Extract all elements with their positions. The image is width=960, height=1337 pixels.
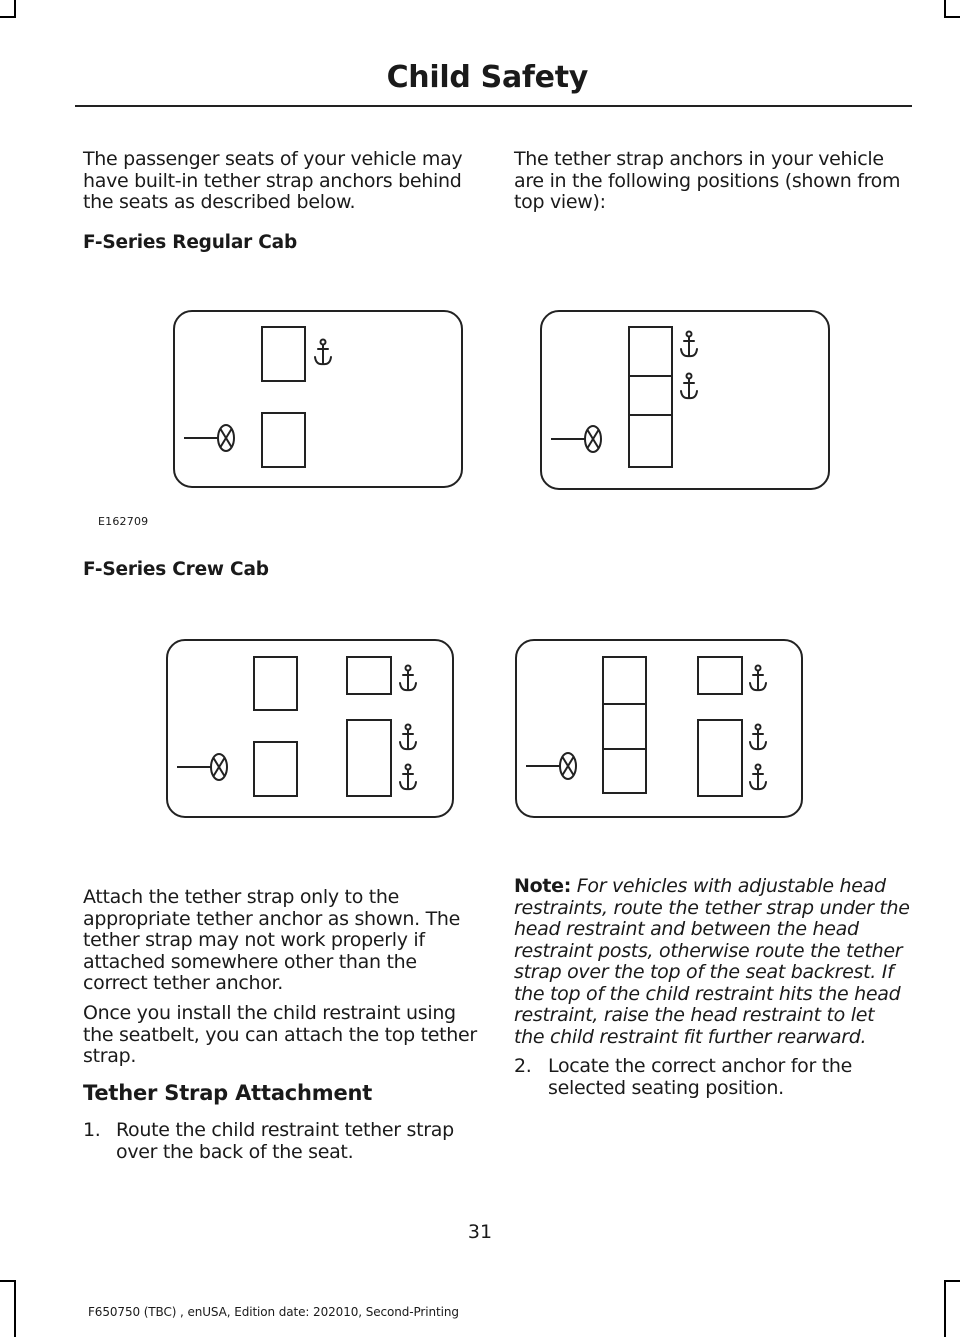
anchor-icon	[681, 374, 697, 399]
anchor-icon	[750, 765, 766, 790]
step-1	[83, 1120, 481, 1164]
steering-wheel-icon	[526, 753, 576, 779]
crew-cab-heading: F-Series Crew Cab	[83, 559, 269, 580]
section-heading: Tether Strap Attachment	[83, 1081, 373, 1105]
page-number: 31	[467, 1221, 493, 1243]
anchor-icon	[400, 765, 416, 790]
crop-mark	[944, 1280, 960, 1282]
anchor-icon	[400, 725, 416, 750]
crop-mark	[0, 1280, 16, 1282]
step-number: 1.	[83, 1119, 101, 1141]
intro-paragraph: The passenger seats of your vehicle may have built-in tether strap anchors behind the seats as described below.	[83, 148, 463, 213]
attach-paragraph: Attach the tether strap only to the appropriate tether anchor as shown. The tether strap may not work properly if attached somewhere other than the correct tether anchor.	[83, 886, 461, 994]
crew-cab-diagram-left	[165, 638, 457, 820]
note-text: For vehicles with adjustable head restraints, route the tether strap under the head restraint and between the head restraint posts, otherwise route the tether strap over the top of the seat backrest. If the top of the child restraint hits the head restraint, raise the head restraint to let the child restraint fit further rearward.	[514, 875, 910, 1048]
steering-wheel-icon	[184, 425, 234, 451]
anchor-icon	[750, 725, 766, 750]
positions-paragraph: The tether strap anchors in your vehicle are in the following positions (shown from top view):	[514, 148, 901, 213]
note-label: Note:	[514, 875, 572, 897]
regular-cab-heading: F-Series Regular Cab	[83, 232, 297, 253]
anchor-icon	[400, 666, 416, 691]
footer: F650750 (TBC) , enUSA, Edition date: 202010, Second-Printing	[88, 1305, 459, 1319]
regular-cab-diagram-left	[172, 309, 466, 491]
anchor-icon	[315, 340, 331, 365]
anchor-icon	[750, 666, 766, 691]
step-text: Locate the correct anchor for the selected seating position.	[548, 1055, 853, 1099]
crop-mark	[944, 16, 960, 18]
step-number: 2.	[514, 1055, 532, 1077]
anchor-icon	[681, 332, 697, 357]
figure-code: E162709	[98, 515, 149, 528]
crop-mark	[0, 16, 16, 18]
crew-cab-diagram-right	[514, 638, 806, 820]
note-paragraph	[514, 876, 910, 1048]
steering-wheel-icon	[177, 754, 227, 780]
step-2	[514, 1056, 910, 1100]
crop-mark	[944, 1280, 946, 1337]
crop-mark	[14, 1280, 16, 1337]
page-title: Child Safety	[386, 60, 588, 95]
header-rule	[75, 105, 912, 107]
regular-cab-diagram-right	[539, 309, 833, 491]
step-text: Route the child restraint tether strap over the back of the seat.	[116, 1119, 454, 1163]
install-paragraph: Once you install the child restraint using the seatbelt, you can attach the top tether strap.	[83, 1002, 477, 1067]
steering-wheel-icon	[551, 426, 601, 452]
